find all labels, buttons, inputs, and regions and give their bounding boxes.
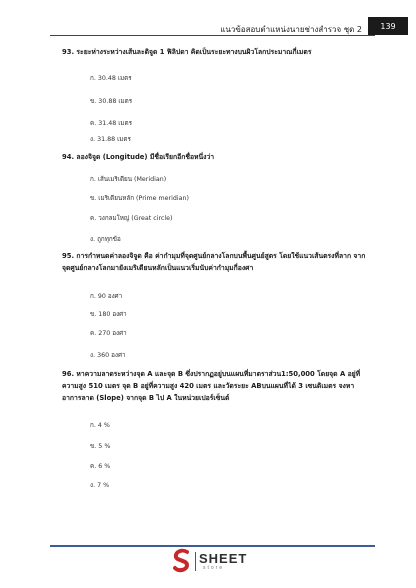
answer-option: ข. 5 % [90, 443, 111, 450]
answer-option: ก. 4 % [90, 422, 110, 429]
question-text: 95. การกำหนดค่าลองจิจูด คือ ค่ากำมุมที่จุดศูนย์กลางโลกบนพื้นศูนย์สูตร โดยใช้แนวเส้นตรงที่ลาก จากจุดศูนย์กลางโลกมายังเมริเดียนหลักเป็นแนวเริ่มนับค่ากำมุมกี่องศา [62, 252, 366, 272]
header-divider [50, 35, 375, 36]
answer-option: ค. 6 % [90, 463, 111, 470]
answer-option: ง. ถูกทุกข้อ [90, 236, 121, 243]
answer-option: ค. 270 องศา [90, 330, 127, 337]
sheet-logo-icon [172, 548, 192, 574]
answer-option: ข. 180 องศา [90, 311, 127, 318]
question-text: 93. ระยะห่างระหว่างเส้นละติจูด 1 ฟิลิปดา คิดเป็นระยะทางบนผิวโลกประมาณกี่เมตร [62, 48, 312, 56]
logo-wordmark: SHEET [199, 550, 248, 566]
footer-divider [50, 545, 375, 547]
answer-option: ค. 31.48 เมตร [90, 120, 133, 127]
answer-option: ข. เมริเดียนหลัก (Prime meridian) [90, 195, 189, 202]
document-title: แนวข้อสอบตำแหน่งนายช่างสำรวจ ชุด 2 [220, 25, 362, 34]
answer-option: ข. 30.88 เมตร [90, 98, 133, 105]
logo-text-block [195, 552, 247, 571]
answer-option: ค. วงกลมใหญ่ (Great circle) [90, 215, 173, 222]
page-number: 139 [380, 21, 396, 31]
logo-subtitle: store [203, 564, 225, 571]
answer-option: ก. 90 องศา [90, 293, 123, 300]
page-number-badge [368, 17, 408, 35]
answer-option: ง. 7 % [90, 482, 110, 489]
sheet-store-logo [172, 548, 247, 574]
question-text: 96. หาความลาดระหว่างจุด A และจุด B ซึ่งปรากฏอยู่บนแผนที่มาตราส่วน1:50,000 โดยจุด A อยู่ที่ ความสูง 510 เมตร จุด B อยู่ที่ความสูง 420 เมตร และวัดระยะ ABบนแผนที่ได้ 3 เซนติเมตร จงหา อาการลาด (Slope) จากจุด B ไป A ในหน่วยเปอร์เซ็นต์ [62, 370, 361, 402]
answer-option: ก. 30.48 เมตร [90, 75, 132, 82]
answer-option: ก. เส้นเมริเดียน (Meridian) [90, 176, 167, 183]
answer-option: ง. 31.88 เมตร [90, 136, 131, 143]
answer-option: ง. 360 องศา [90, 352, 126, 359]
question-text: 94. ลองจิจูด (Longitude) มีชื่อเรียกอีกชื่อหนึ่งว่า [62, 153, 215, 161]
